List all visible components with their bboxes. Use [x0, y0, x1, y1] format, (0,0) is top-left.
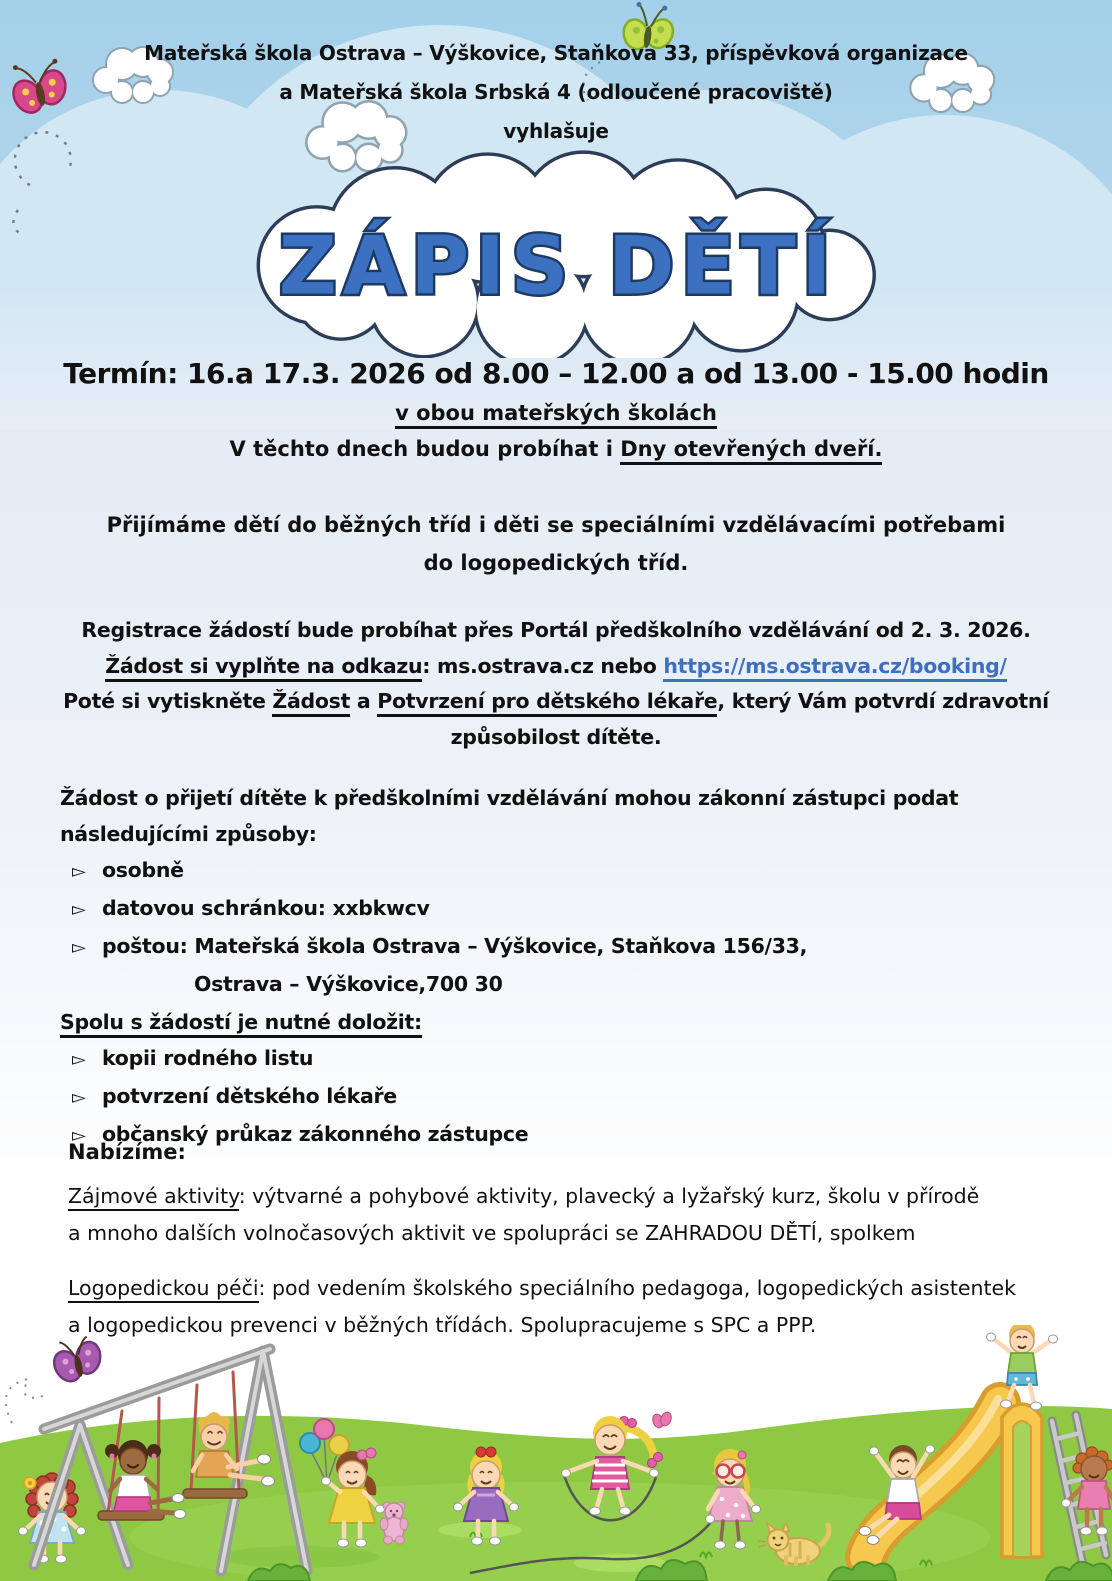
- term-line: Termín: 16.a 17.3. 2026 od 8.00 – 12.00 a od 13.00 - 15.00 hodin: [63, 357, 1049, 390]
- org-name-line2: a Mateřská škola Srbská 4 (odloučené pracoviště): [279, 80, 833, 104]
- activities-line1: : výtvarné a pohybové aktivity, plavecký a lyžařský kurz, školu v přírodě: [238, 1184, 980, 1208]
- hair-flower-icon: [738, 1451, 746, 1459]
- doc-item-doctor-confirmation: [60, 1078, 1060, 1116]
- org-name-line1: Mateřská škola Ostrava – Výškovice, Staňkova 33, příspěvková organizace: [144, 41, 968, 65]
- registration-line3: [0, 684, 1112, 720]
- open-days-prefix: V těchto dnech budou probíhat i: [229, 437, 621, 461]
- print-prefix: Poté si vytiskněte: [63, 689, 273, 713]
- documents-heading: [60, 1004, 1060, 1040]
- logopedic-line1: : pod vedením školského speciálního pedagoga, logopedických asistentek: [258, 1276, 1017, 1300]
- method-item-databox: [60, 890, 1060, 928]
- arrow-bullet-icon: ▻: [72, 1049, 86, 1070]
- doc-item-birth-certificate: [60, 1040, 1060, 1078]
- teddy-bear-icon: [380, 1502, 408, 1544]
- registration-line2: [0, 649, 1112, 685]
- doc-text: kopii rodného listu: [102, 1046, 314, 1070]
- activities-label: Zájmové aktivity: [68, 1184, 239, 1211]
- method-text: poštou: Mateřská škola Ostrava – Výškovice, Staňkova 156/33,: [102, 934, 808, 958]
- playground-illustration: [0, 1325, 1112, 1581]
- submission-intro-line1: Žádost o přijetí dítěte k předškolními vzdělávání mohou zákonní zástupci podat: [60, 786, 959, 810]
- submission-section: [60, 780, 1060, 1154]
- header: [0, 34, 1112, 151]
- doc-item-id-card: [60, 1116, 1060, 1154]
- submission-intro-line2: následujícími způsoby:: [60, 822, 317, 846]
- booking-link[interactable]: https://ms.ostrava.cz/booking/: [663, 654, 1006, 682]
- logopedic-label: Logopedickou péči: [68, 1276, 259, 1303]
- doctor-confirmation-underlined: Potvrzení pro dětského lékaře: [377, 689, 717, 717]
- registration-line1: Registrace žádostí bude probíhat přes Portál předškolního vzdělávání od 2. 3. 2026.: [81, 618, 1031, 642]
- method-text: datovou schránkou: xxbkwcv: [102, 896, 430, 920]
- activities-paragraph: [68, 1178, 1068, 1252]
- admission-paragraph: [0, 506, 1112, 582]
- method-item-personal: [60, 852, 1060, 890]
- method-text: osobně: [102, 858, 184, 882]
- and-word: a: [350, 689, 378, 713]
- admission-line1: Přijímáme dětí do běžných tříd i děti se speciálními vzdělávacími potřebami: [106, 513, 1006, 537]
- announce-word: vyhlašuje: [503, 119, 609, 143]
- registration-paragraph: [0, 613, 1112, 755]
- activities-line2: a mnoho dalších volnočasových aktivit ve spolupráci se ZAHRADOU DĚTÍ, spolkem: [68, 1221, 916, 1245]
- arrow-bullet-icon: ▻: [72, 1125, 86, 1146]
- arrow-bullet-icon: ▻: [72, 1087, 86, 1108]
- open-days-line: [0, 437, 1112, 461]
- flower-icon: [24, 1477, 36, 1489]
- title-cloud: [178, 146, 934, 358]
- both-schools-text: v obou mateřských školách: [395, 401, 717, 429]
- arrow-bullet-icon: ▻: [72, 899, 86, 920]
- registration-line4: způsobilost dítěte.: [450, 724, 662, 749]
- registration-line2-text: : ms.ostrava.cz nebo: [422, 653, 664, 678]
- arrow-bullet-icon: ▻: [72, 861, 86, 882]
- method-item-post: [60, 928, 1060, 966]
- small-pink-butterfly-icon: [651, 1411, 673, 1430]
- both-schools-line: [0, 401, 1112, 425]
- logopedic-paragraph: [68, 1270, 1068, 1344]
- admission-line2: do logopedických tříd.: [423, 551, 689, 575]
- offer-heading: Nabízíme:: [68, 1140, 186, 1164]
- request-underlined: Žádost: [272, 689, 350, 717]
- logopedic-line2: a logopedickou prevenci v běžných třídách. Spolupracujeme s SPC a PPP.: [68, 1313, 817, 1337]
- documents-heading-text: Spolu s žádostí je nutné doložit:: [60, 1010, 422, 1038]
- doc-text: potvrzení dětského lékaře: [102, 1084, 397, 1108]
- arrow-bullet-icon: ▻: [72, 937, 86, 958]
- open-days-underlined: Dny otevřených dveří.: [620, 437, 882, 465]
- fill-request-underlined: Žádost si vyplňte na odkazu: [105, 654, 422, 682]
- method-post-address-line2: Ostrava – Výškovice,700 30: [194, 972, 503, 996]
- registration-line3-suffix: , který Vám potvrdí zdravotní: [717, 689, 1049, 713]
- doc-text: občanský průkaz zákonného zástupce: [102, 1122, 529, 1146]
- page-title: ZÁPIS DĚTÍ: [278, 219, 838, 313]
